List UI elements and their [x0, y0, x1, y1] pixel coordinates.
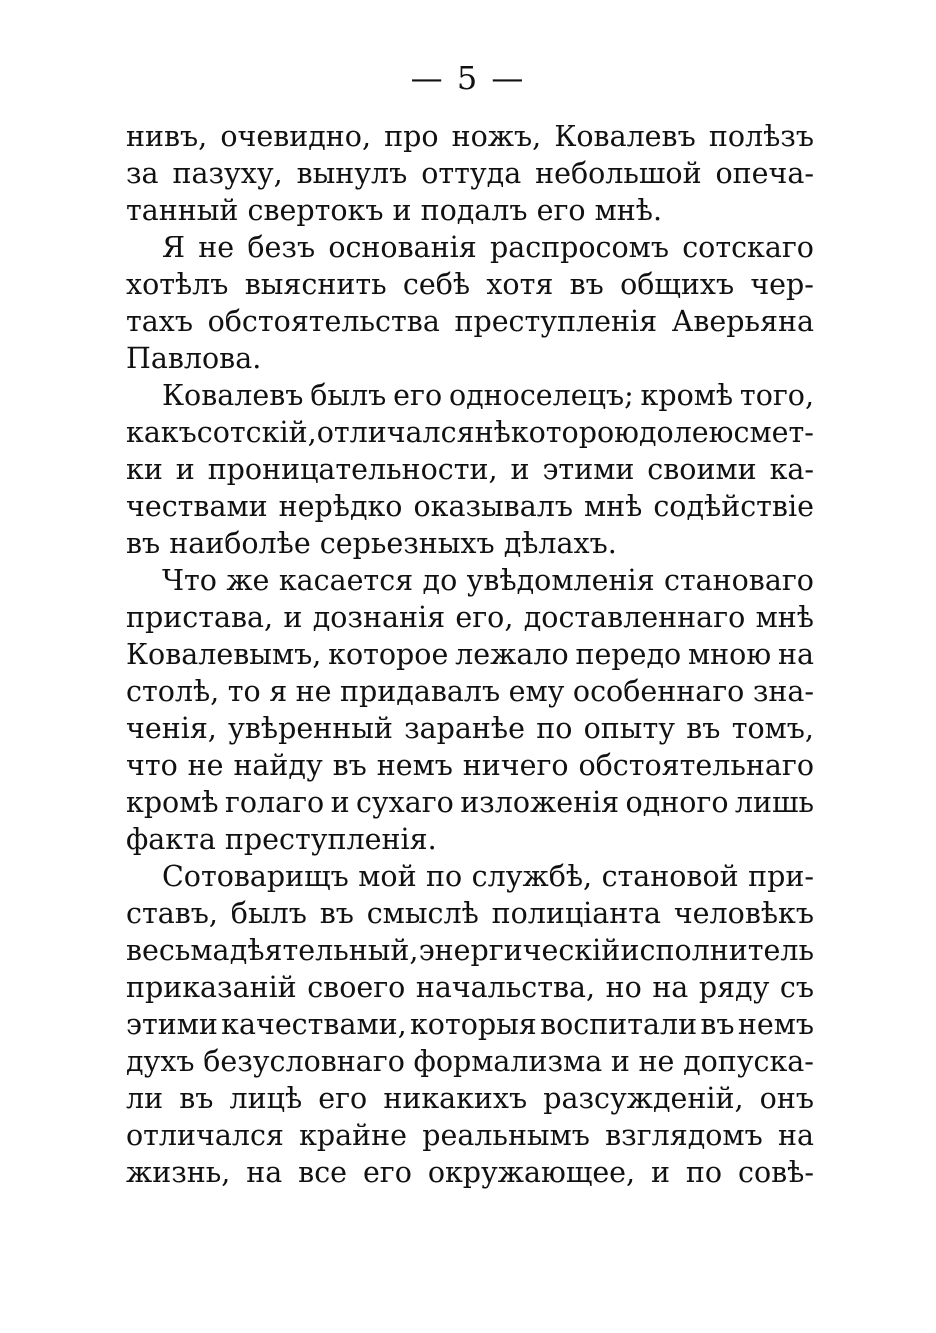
- word: становаго: [663, 564, 814, 597]
- word: что: [126, 749, 178, 782]
- word: ножъ,: [451, 120, 542, 153]
- word: въ: [569, 268, 604, 301]
- text-line: Павлова.: [126, 342, 262, 375]
- word: никакихъ: [383, 1082, 528, 1115]
- word: про: [384, 120, 439, 153]
- word: односелецъ;: [448, 379, 634, 412]
- word: его,: [455, 601, 514, 634]
- word: за: [126, 157, 159, 190]
- word: общихъ: [620, 268, 735, 301]
- word: я: [269, 675, 288, 708]
- word: на: [246, 1156, 283, 1189]
- word: ченія,: [126, 712, 217, 745]
- word: отличался: [316, 416, 475, 449]
- text-line: [126, 895, 814, 932]
- word: немъ: [376, 749, 453, 782]
- word: оттуда: [421, 157, 522, 190]
- word: очевидно,: [220, 120, 372, 153]
- text-line: [126, 118, 814, 155]
- word: на: [777, 638, 814, 671]
- text-line: [126, 451, 814, 488]
- word: безъ: [247, 231, 316, 264]
- word: весьма: [126, 934, 230, 967]
- word: и: [510, 453, 530, 486]
- word: же: [226, 564, 270, 597]
- word: и: [283, 601, 303, 634]
- word: духъ: [126, 1045, 195, 1078]
- word: одного: [625, 786, 729, 819]
- word: въ: [332, 749, 367, 782]
- word: придавалъ: [340, 675, 501, 708]
- word: ли: [126, 1082, 164, 1115]
- word: и: [330, 786, 350, 819]
- word: жизнь,: [126, 1156, 231, 1189]
- word: своего: [307, 971, 406, 1004]
- paragraph: [126, 118, 814, 229]
- word: преступленія: [454, 305, 658, 338]
- word: отличался: [126, 1119, 284, 1152]
- word: долею: [638, 416, 734, 449]
- word: ставъ,: [126, 897, 218, 930]
- word: вынулъ: [296, 157, 408, 190]
- word: не: [295, 675, 332, 708]
- word: немъ: [737, 1008, 814, 1041]
- word: мнѣ: [755, 601, 814, 634]
- word: начальства,: [415, 971, 596, 1004]
- text-line: [126, 414, 814, 451]
- text-line: [126, 599, 814, 636]
- word: хотя: [486, 268, 554, 301]
- text-line: танный свертокъ и подалъ его мнѣ.: [126, 194, 663, 227]
- word: крайне: [299, 1119, 408, 1152]
- word: полѣзъ: [708, 120, 814, 153]
- word: лежало: [455, 638, 569, 671]
- word: ничего: [462, 749, 569, 782]
- word: безусловнаго: [203, 1045, 405, 1078]
- word: увѣдомленія: [466, 564, 655, 597]
- page-number: — 5 —: [410, 59, 526, 97]
- word: пазуху,: [172, 157, 283, 190]
- word: по: [536, 712, 573, 745]
- word: все: [298, 1156, 348, 1189]
- word: какъ: [126, 416, 197, 449]
- word: кромѣ: [640, 379, 734, 412]
- word: распросомъ: [489, 231, 669, 264]
- body-text: [126, 118, 814, 1191]
- word: его: [393, 379, 443, 412]
- word: въ: [686, 712, 721, 745]
- word: на: [652, 971, 689, 1004]
- word: ки: [126, 453, 163, 486]
- word: по: [426, 860, 463, 893]
- word: лицѣ: [229, 1082, 303, 1115]
- word: полиціанта: [491, 897, 662, 930]
- word: но: [605, 971, 642, 1004]
- word: человѣкъ: [673, 897, 814, 930]
- word: столѣ,: [126, 675, 220, 708]
- word: нивъ,: [126, 120, 208, 153]
- word: въ: [319, 897, 354, 930]
- text-line: [126, 1043, 814, 1080]
- text-line: [126, 1006, 814, 1043]
- word: опеча-: [715, 157, 814, 190]
- word: его: [318, 1082, 368, 1115]
- word: Я: [162, 231, 186, 264]
- text-line: [126, 1154, 814, 1191]
- text-line: факта преступленія.: [126, 823, 437, 856]
- word: Ковалевъ: [162, 379, 304, 412]
- word: обстоятельства: [207, 305, 440, 338]
- word: при-: [748, 860, 814, 893]
- word: по: [685, 1156, 723, 1189]
- word: то: [227, 675, 261, 708]
- text-line: [126, 858, 814, 895]
- word: и: [651, 1156, 671, 1189]
- word: и: [610, 1045, 630, 1078]
- text-line: [126, 932, 814, 969]
- word: допуска-: [683, 1045, 814, 1078]
- word: ка-: [769, 453, 814, 486]
- word: нерѣдко: [278, 490, 403, 523]
- word: разсужденій,: [543, 1082, 744, 1115]
- word: лишь: [734, 786, 814, 819]
- word: былъ: [230, 897, 307, 930]
- word: проницательности,: [207, 453, 498, 486]
- word: становой: [601, 860, 739, 893]
- text-line: [126, 969, 814, 1006]
- word: качествами,: [221, 1008, 407, 1041]
- word: энергическій: [418, 934, 621, 967]
- text-line: [126, 784, 814, 821]
- word: передо: [575, 638, 682, 671]
- word: въ: [179, 1082, 214, 1115]
- word: сухаго: [355, 786, 454, 819]
- text-line: [126, 1117, 814, 1154]
- word: изложенія: [460, 786, 620, 819]
- word: увѣренный: [228, 712, 393, 745]
- word: заранѣе: [404, 712, 525, 745]
- text-line: въ наиболѣе серьезныхъ дѣлахъ.: [126, 527, 617, 560]
- word: которыя: [409, 1008, 537, 1041]
- word: выяснить: [244, 268, 387, 301]
- word: онъ: [759, 1082, 814, 1115]
- paragraph: [126, 562, 814, 858]
- word: не: [198, 231, 235, 264]
- text-line: [126, 488, 814, 525]
- word: сотскаго: [682, 231, 814, 264]
- text-line: [126, 636, 814, 673]
- word: мною: [688, 638, 772, 671]
- text-line: [126, 710, 814, 747]
- word: опыту: [583, 712, 675, 745]
- word: ему: [508, 675, 565, 708]
- word: обстоятельнаго: [578, 749, 814, 782]
- text-line: [126, 747, 814, 784]
- word: смет-: [733, 416, 814, 449]
- word: Ковалевымъ,: [126, 638, 322, 671]
- text-line: [126, 266, 814, 303]
- word: Сотоварищъ: [162, 860, 349, 893]
- word: себѣ: [402, 268, 471, 301]
- word: доставленнаго: [523, 601, 746, 634]
- word: воспитали: [540, 1008, 698, 1041]
- word: не: [187, 749, 224, 782]
- text-line: [126, 303, 814, 340]
- word: взглядомъ: [605, 1119, 763, 1152]
- word: кромѣ: [126, 786, 219, 819]
- word: смыслѣ: [366, 897, 479, 930]
- word: окружающее,: [427, 1156, 636, 1189]
- word: этими: [126, 1008, 218, 1041]
- text-line: [126, 155, 814, 192]
- word: дѣятельный,: [229, 934, 419, 967]
- word: въ: [700, 1008, 735, 1041]
- word: формализма: [413, 1045, 603, 1078]
- word: того,: [739, 379, 814, 412]
- word: его: [362, 1156, 412, 1189]
- paragraph: [126, 377, 814, 562]
- word: тахъ: [126, 305, 193, 338]
- word: дознанія: [312, 601, 446, 634]
- word: до: [422, 564, 458, 597]
- paragraph: [126, 858, 814, 1191]
- word: пристава,: [126, 601, 274, 634]
- word: совѣ-: [737, 1156, 814, 1189]
- word: которое: [328, 638, 449, 671]
- word: сотскій,: [196, 416, 317, 449]
- paragraph: [126, 229, 814, 377]
- word: съ: [779, 971, 814, 1004]
- word: основанія: [328, 231, 477, 264]
- word: особеннаго: [572, 675, 745, 708]
- word: оказывалъ: [413, 490, 573, 523]
- word: голаго: [224, 786, 325, 819]
- word: Что: [162, 564, 217, 597]
- word: не: [638, 1045, 675, 1078]
- word: касается: [278, 564, 414, 597]
- word: и: [175, 453, 195, 486]
- text-line: [126, 1080, 814, 1117]
- word: исполнитель: [620, 934, 814, 967]
- text-line: [126, 562, 814, 599]
- text-line: [126, 377, 814, 414]
- word: найду: [233, 749, 323, 782]
- word: содѣйствіе: [653, 490, 814, 523]
- word: чер-: [750, 268, 814, 301]
- word: на: [777, 1119, 814, 1152]
- word: своими: [647, 453, 757, 486]
- word: нѣкоторою: [474, 416, 639, 449]
- text-line: [126, 673, 814, 710]
- word: томъ,: [731, 712, 814, 745]
- word: приказаній: [126, 971, 297, 1004]
- word: хотѣлъ: [126, 268, 229, 301]
- word: Ковалевъ: [554, 120, 696, 153]
- word: реальнымъ: [422, 1119, 590, 1152]
- word: Аверьяна: [671, 305, 814, 338]
- text-line: [126, 229, 814, 266]
- word: мнѣ: [583, 490, 643, 523]
- word: службѣ,: [471, 860, 593, 893]
- word: чествами: [126, 490, 268, 523]
- word: небольшой: [535, 157, 702, 190]
- word: зна-: [752, 675, 814, 708]
- word: мой: [358, 860, 417, 893]
- word: былъ: [310, 379, 387, 412]
- word: этими: [542, 453, 635, 486]
- word: ряду: [698, 971, 770, 1004]
